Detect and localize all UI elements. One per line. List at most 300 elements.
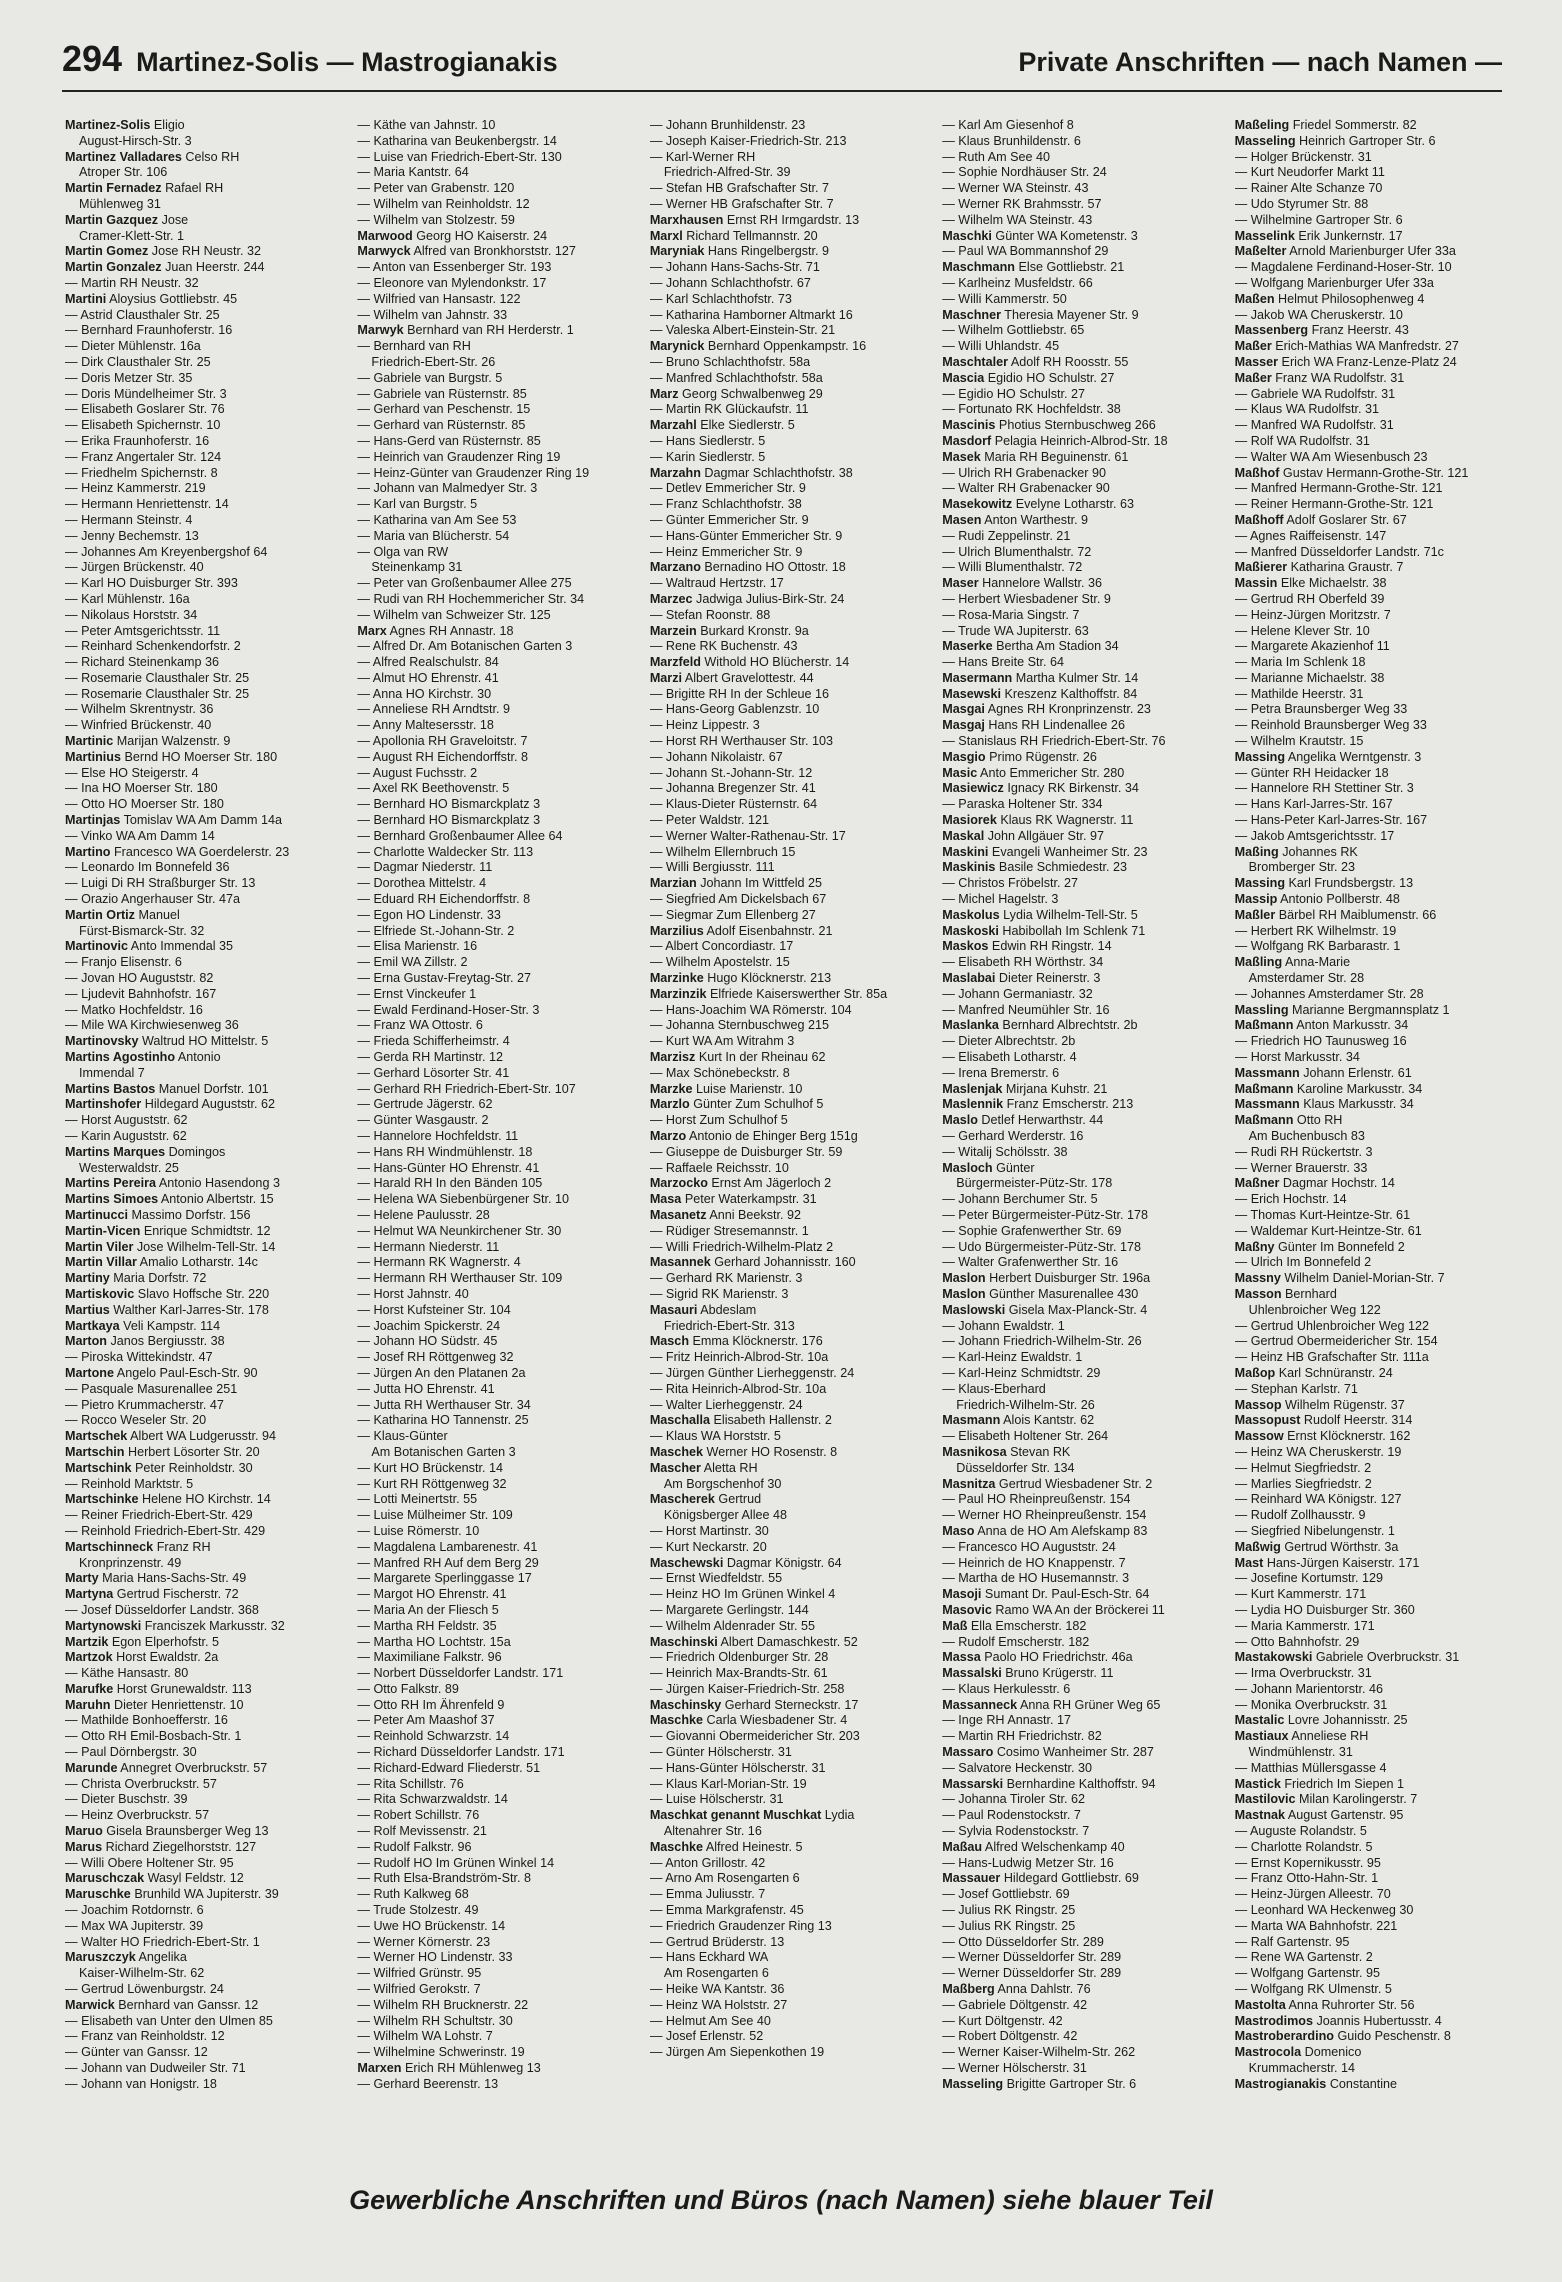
entry-surname: Masewski (942, 686, 1002, 701)
entry-details: Maria RH Beguinenstr. 61 (984, 449, 1129, 464)
directory-entry: — Salvatore Heckenstr. 30 (942, 1760, 1093, 1775)
directory-entry (942, 1650, 1212, 1666)
directory-entry: — Thomas Kurt-Heintze-Str. 61 (1234, 1207, 1411, 1222)
entry-details: Aloysius Gottliebstr. 45 (109, 291, 238, 306)
directory-entry: — Waldemar Kurt-Heintze-Str. 61 (1234, 1223, 1422, 1238)
entry-surname: Martynowski (65, 1618, 142, 1633)
entry-details: Anni Beekstr. 92 (709, 1207, 802, 1222)
entry-details: Alfred Heinestr. 5 (705, 1839, 803, 1854)
entry-surname: Marzisz (649, 1050, 696, 1065)
entry-surname: Masek (942, 449, 981, 464)
directory-entry (942, 355, 1212, 371)
entry-surname: Marx (357, 623, 387, 638)
directory-entry (942, 497, 1212, 513)
directory-entry: — Marta WA Bahnhofstr. 221 (1234, 1918, 1398, 1933)
directory-entry: — Horst RH Werthauser Str. 103 (649, 734, 833, 749)
directory-entry (942, 1777, 1212, 1793)
entry-details: Dagmar Königstr. 64 (726, 1555, 842, 1570)
directory-entry: — Johanna Tiroler Str. 62 (942, 1792, 1086, 1807)
entry-surname: Martinovic (65, 939, 128, 954)
entry-details: Paolo HO Friedrichstr. 46a (984, 1650, 1133, 1665)
directory-entry: — Wolfgang RK Ulmenstr. 5 (1234, 1982, 1392, 1997)
directory-entry (650, 1713, 920, 1729)
directory-entry (1235, 2045, 1505, 2061)
entry-surname: Martschink (65, 1460, 132, 1475)
entry-details: Erich WA Franz-Lenze-Platz 24 (1281, 354, 1457, 369)
directory-entry: — Heinz WA Cheruskerstr. 19 (1234, 1444, 1402, 1459)
entry-surname: Martinshofer (65, 1097, 142, 1112)
directory-entry: — Gerhard van Rüsternstr. 85 (357, 418, 526, 433)
entry-surname: Marz (649, 386, 679, 401)
entry-details: Bruno Krügerstr. 11 (1005, 1666, 1114, 1681)
entry-details: Lydia (824, 1808, 855, 1823)
directory-entry: — Dieter Buschstr. 39 (65, 1792, 188, 1807)
entry-surname: Maßhoff (1234, 512, 1284, 527)
directory-entry: — Egidio HO Schulstr. 27 (942, 386, 1086, 401)
directory-entry: — Rosa-Maria Singstr. 7 (942, 607, 1080, 622)
directory-entry: — Francesco HO Auguststr. 24 (942, 1539, 1116, 1554)
directory-entry: — August RH Eichendorffstr. 8 (357, 749, 528, 764)
directory-entry (942, 2077, 1212, 2093)
entry-details: Franz Emscherstr. 213 (1006, 1097, 1134, 1112)
directory-entry (650, 1635, 920, 1651)
directory-entry: — Arno Am Rosengarten 6 (649, 1871, 800, 1886)
directory-entry: — Nikolaus Horststr. 34 (65, 607, 198, 622)
directory-entry: — Reinhold Marktstr. 5 (65, 1476, 194, 1491)
directory-entry: — Bernhard HO Bismarckplatz 3 (357, 797, 541, 812)
entry-surname: Marwick (65, 1997, 115, 2012)
directory-entry: — Maria An der Fliesch 5 (357, 1602, 499, 1617)
directory-entry: — Karin Auguststr. 62 (65, 1129, 187, 1143)
directory-entry: — Dirk Clausthaler Str. 25 (65, 354, 211, 369)
directory-entry: — Werner HB Grafschafter Str. 7 (649, 196, 834, 211)
directory-entry (650, 1129, 920, 1145)
directory-entry: — Stanislaus RH Friedrich-Ebert-Str. 76 (942, 734, 1166, 749)
directory-entry: — Johann van Malmedyer Str. 3 (357, 481, 538, 496)
entry-surname: Maßmann (1234, 1018, 1294, 1033)
directory-entry (1235, 892, 1505, 908)
entry-details: Ernst RH Irmgardstr. 13 (726, 212, 860, 227)
directory-entry: — Johann Nikolaistr. 67 (649, 749, 783, 764)
entry-details: Friedel Sommerstr. 82 (1292, 118, 1417, 132)
directory-entry (65, 181, 335, 197)
directory-entry: — Heinrich van Graudenzer Ring 19 (357, 449, 561, 464)
entry-details: Anneliese RH (1291, 1729, 1369, 1744)
directory-entry (1235, 750, 1505, 766)
directory-entry: — Heinrich Max-Brandts-Str. 61 (649, 1666, 828, 1681)
entry-details: Primo Rügenstr. 26 (989, 749, 1097, 764)
directory-entry: — Margarete Gerlingstr. 144 (649, 1602, 809, 1617)
directory-entry (942, 781, 1212, 797)
entry-surname: Marzo (649, 1129, 687, 1143)
directory-entry (65, 1255, 335, 1271)
entry-surname: Maruszczyk (65, 1950, 136, 1965)
entry-surname: Marzano (649, 560, 701, 575)
directory-entry: Uhlenbroicher Weg 122 (1248, 1302, 1381, 1317)
running-title: Martinez-Solis — Mastrogianakis (136, 47, 558, 77)
entry-details: Dieter Henriettenstr. 10 (113, 1697, 244, 1712)
directory-entry: — Erich Hochstr. 14 (1234, 1192, 1347, 1207)
directory-entry: — Karlheinz Musfeldstr. 66 (942, 275, 1093, 290)
directory-entry: — Horst Kufsteiner Str. 104 (357, 1302, 511, 1317)
directory-entry: — Harald RH In den Bänden 105 (357, 1176, 543, 1191)
entry-surname: Maskoski (942, 923, 999, 938)
entry-surname: Marwood (357, 228, 413, 243)
entry-details: Hannelore Wallstr. 36 (982, 576, 1103, 591)
entry-details: Ernst Am Jägerloch 2 (711, 1176, 832, 1191)
directory-entry: — Hannelore Hochfeldstr. 11 (357, 1129, 519, 1143)
directory-entry: Mühlenweg 31 (79, 196, 161, 211)
directory-entry: Friedrich-Alfred-Str. 39 (663, 165, 791, 180)
entry-surname: Masanetz (649, 1207, 707, 1222)
entry-surname: Mascher (649, 1460, 701, 1475)
directory-entry: — Gertrud RH Oberfeld 39 (1234, 591, 1385, 606)
directory-entry: — Johann Ewaldstr. 1 (942, 1318, 1065, 1333)
directory-entry: — Jutta HO Ehrenstr. 41 (357, 1381, 495, 1396)
entry-details: Cosimo Wanheimer Str. 287 (996, 1745, 1154, 1760)
entry-surname: Mastakowski (1234, 1650, 1313, 1665)
directory-entry: — Ruth Kalkweg 68 (357, 1887, 469, 1902)
directory-entry: — Klaus Brunhildenstr. 6 (942, 133, 1081, 148)
directory-entry: — Irma Overbruckstr. 31 (1234, 1666, 1372, 1681)
directory-entry: — Hans-Günter HO Ehrenstr. 41 (357, 1160, 540, 1175)
directory-entry: — Olga van RW (357, 544, 449, 559)
directory-entry (942, 1524, 1212, 1540)
entry-details: Franz WA Rudolfstr. 31 (1275, 370, 1405, 385)
entry-surname: Maßwig (1234, 1539, 1281, 1554)
column-5 (1235, 118, 1505, 2153)
directory-entry (65, 1240, 335, 1256)
directory-entry: Kronprinzenstr. 49 (79, 1555, 182, 1570)
directory-entry: — Pasquale Masurenallee 251 (65, 1381, 238, 1396)
directory-entry: — Pietro Krummacherstr. 47 (65, 1397, 224, 1412)
directory-entry: — Trude Stolzestr. 49 (357, 1903, 479, 1918)
directory-entry: — Herbert Wiesbadener Str. 9 (942, 591, 1111, 606)
directory-entry (1235, 1398, 1505, 1414)
directory-entry: — Elfriede St.-Johann-Str. 2 (357, 923, 515, 938)
directory-entry: — Martha RH Feldstr. 35 (357, 1618, 497, 1633)
entry-surname: Masen (942, 512, 982, 527)
directory-entry: — Siegfried Nibelungenstr. 1 (1234, 1523, 1395, 1538)
entry-details: Enrique Schmidtstr. 12 (143, 1223, 271, 1238)
entry-surname: Maßmann (1234, 1113, 1294, 1128)
directory-entry: — Ernst Wiedfeldstr. 55 (649, 1571, 783, 1586)
directory-entry (942, 1445, 1212, 1461)
entry-details: Anna-Marie (1285, 955, 1351, 970)
directory-entry: — Agnes Raiffeisenstr. 147 (1234, 528, 1387, 543)
directory-entry (942, 1619, 1212, 1635)
directory-entry (65, 260, 335, 276)
entry-surname: Mastolta (1234, 1997, 1286, 2012)
directory-entry: — Klaus-Günter (357, 1429, 448, 1444)
directory-entry: — Wilhelm van Schweizer Str. 125 (357, 607, 551, 622)
entry-details: Ramo WA An der Bröckerei 11 (995, 1602, 1165, 1617)
entry-surname: Masdorf (942, 433, 992, 448)
entry-surname: Maschewski (649, 1555, 724, 1570)
directory-entry: — Rudolf HO Im Grünen Winkel 14 (357, 1855, 555, 1870)
directory-entry (942, 576, 1212, 592)
entry-details: Veli Kampstr. 114 (123, 1318, 221, 1333)
directory-entry: — Heinz Kammerstr. 219 (65, 481, 206, 496)
directory-entry: — Manfred Hermann-Grothe-Str. 121 (1234, 481, 1443, 496)
directory-entry: — Sophie Nordhäuser Str. 24 (942, 165, 1107, 180)
entry-details: Brigitte Gartroper Str. 6 (1006, 2076, 1137, 2091)
entry-details: Friedrich Im Siepen 1 (1284, 1776, 1405, 1791)
directory-entry: — Manfred Schlachthofstr. 58a (649, 370, 823, 385)
directory-entry (65, 1619, 335, 1635)
directory-entry (65, 1461, 335, 1477)
entry-surname: Martin Gazquez (65, 212, 159, 227)
directory-entry (1235, 244, 1505, 260)
directory-entry (65, 1192, 335, 1208)
entry-surname: Mastrogianakis (1234, 2076, 1327, 2091)
directory-columns (65, 118, 1505, 2153)
directory-entry: Am Rosengarten 6 (663, 1966, 769, 1981)
entry-surname: Maßhof (1234, 465, 1280, 480)
directory-entry: — August Fuchsstr. 2 (357, 765, 478, 780)
directory-entry: — Walter WA Am Wiesenbusch 23 (1234, 449, 1428, 464)
entry-surname: Maruschczak (65, 1871, 145, 1886)
directory-entry: Immendal 7 (79, 1065, 145, 1080)
directory-entry: — Hannelore RH Stettiner Str. 3 (1234, 781, 1414, 796)
directory-entry (942, 1587, 1212, 1603)
directory-entry: — Gertrud Brüderstr. 13 (649, 1934, 785, 1949)
entry-surname: Maßop (1234, 1365, 1276, 1380)
directory-entry: — Wolfgang Gartenstr. 95 (1234, 1966, 1380, 1981)
entry-details: Walther Karl-Jarres-Str. 178 (113, 1302, 269, 1317)
directory-entry: — Ralf Gartenstr. 95 (1234, 1934, 1350, 1949)
directory-entry: Altenahrer Str. 16 (663, 1824, 762, 1839)
directory-entry: — Anny Maltesersstr. 18 (357, 718, 494, 733)
directory-entry: — Hans-Peter Karl-Jarres-Str. 167 (1234, 813, 1428, 828)
entry-surname: Martinucci (65, 1207, 128, 1222)
directory-entry (1235, 323, 1505, 339)
entry-surname: Maschkat genannt Muschkat (649, 1808, 822, 1823)
directory-entry (650, 592, 920, 608)
directory-entry: — Josef Düsseldorfer Landstr. 368 (65, 1602, 259, 1617)
entry-surname: Martinic (65, 734, 114, 749)
entry-details: Albert WA Ludgerusstr. 94 (130, 1429, 276, 1444)
directory-entry: — Rudolf Emscherstr. 182 (942, 1634, 1090, 1649)
entry-details: Kreszenz Kalthoffstr. 84 (1004, 686, 1138, 701)
directory-entry (65, 1034, 335, 1050)
directory-entry: — Reinhold Schwarzstr. 14 (357, 1729, 510, 1744)
directory-entry (65, 734, 335, 750)
entry-surname: Mastiaux (1234, 1729, 1289, 1744)
entry-details: Jose (161, 212, 189, 227)
entry-surname: Masgai (942, 702, 985, 717)
directory-entry: — Ulrich Im Bonnefeld 2 (1234, 1255, 1372, 1270)
column-3 (650, 118, 920, 2153)
directory-entry: — Peter van Grabenstr. 120 (357, 181, 515, 196)
directory-entry: — Anna HO Kirchstr. 30 (357, 686, 492, 701)
entry-surname: Maßberg (942, 1982, 995, 1997)
directory-entry (1235, 371, 1505, 387)
directory-entry: — Rudolf Zollhausstr. 9 (1234, 1508, 1366, 1523)
directory-entry: — Udo Styrumer Str. 88 (1234, 196, 1369, 211)
entry-details: Agnes RH Kronprinzenstr. 23 (987, 702, 1151, 717)
entry-surname: Martins Marques (65, 1144, 166, 1159)
directory-entry: — Heinz-Günter van Graudenzer Ring 19 (357, 465, 590, 480)
directory-entry: — Mathilde Heerstr. 31 (1234, 686, 1364, 701)
entry-surname: Mastilovic (1234, 1792, 1296, 1807)
entry-details: John Allgäuer Str. 97 (987, 828, 1104, 843)
entry-details: Günther Masurenallee 430 (989, 1286, 1139, 1301)
entry-details: Wilhelm Daniel-Morian-Str. 7 (1284, 1271, 1445, 1286)
directory-entry (1235, 1066, 1505, 1082)
entry-surname: Martiskovic (65, 1286, 135, 1301)
entry-surname: Mascinis (942, 418, 996, 433)
entry-surname: Mastnak (1234, 1808, 1286, 1823)
entry-details: Manuel (138, 907, 180, 922)
directory-entry (65, 1366, 335, 1382)
entry-surname: Martins Bastos (65, 1081, 156, 1096)
directory-entry: — Sophie Grafenwerther Str. 69 (942, 1223, 1122, 1238)
directory-entry: — Johann Marientorstr. 46 (1234, 1681, 1384, 1696)
directory-entry (942, 260, 1212, 276)
entry-details: Dagmar Schlachthofstr. 38 (704, 465, 853, 480)
directory-entry: August-Hirsch-Str. 3 (79, 133, 192, 148)
directory-entry: — Bernhard HO Bismarckplatz 3 (357, 813, 541, 828)
directory-entry: — Rita Schwarzwaldstr. 14 (357, 1792, 508, 1807)
directory-entry: — Wilhelm WA Steinstr. 43 (942, 212, 1093, 227)
entry-details: Richard Tellmannstr. 20 (686, 228, 818, 243)
entry-surname: Maskini (942, 844, 989, 859)
directory-entry: — Rolf Mevissenstr. 21 (357, 1824, 487, 1839)
directory-entry: — Maximiliane Falkstr. 96 (357, 1650, 502, 1665)
entry-surname: Masch (649, 1334, 690, 1349)
directory-entry: — Heinz Overbruckstr. 57 (65, 1808, 210, 1823)
directory-entry: — Werner Düsseldorfer Str. 289 (942, 1966, 1122, 1981)
directory-entry (65, 292, 335, 308)
entry-surname: Marzilius (649, 923, 704, 938)
entry-surname: Martin-Vicen (65, 1223, 141, 1238)
directory-entry: — Gerhard Beerenstr. 13 (357, 2076, 499, 2091)
directory-entry: — Manfred Neumühler Str. 16 (942, 1002, 1110, 1017)
directory-entry: — Johann Germaniastr. 32 (942, 986, 1093, 1001)
directory-entry (65, 1208, 335, 1224)
entry-details: Johann Im Wittfeld 25 (700, 876, 823, 891)
directory-entry (1235, 1429, 1505, 1445)
entry-surname: Martin Gomez (65, 244, 149, 259)
entry-details: Karl Schnüranstr. 24 (1278, 1365, 1393, 1380)
directory-entry: — Rosemarie Clausthaler Str. 25 (65, 686, 250, 701)
directory-entry: — Ina HO Moerser Str. 180 (65, 781, 218, 796)
directory-entry: — Rene RK Buchenstr. 43 (649, 639, 798, 654)
directory-entry: Bürgermeister-Pütz-Str. 178 (956, 1176, 1113, 1191)
directory-entry: — Trude WA Jupiterstr. 63 (942, 623, 1089, 638)
entry-details: Antonio (177, 1050, 221, 1065)
directory-entry (65, 1287, 335, 1303)
directory-entry: — Helene Paulusstr. 28 (357, 1207, 490, 1222)
directory-entry: — Martin RK Glückaufstr. 11 (649, 402, 809, 417)
entry-details: Lovre Johannisstr. 25 (1287, 1713, 1408, 1728)
directory-entry (942, 1871, 1212, 1887)
directory-entry: — Johann van Dudweiler Str. 71 (65, 2061, 246, 2076)
directory-entry: — Jürgen Günther Lierheggenstr. 24 (649, 1365, 855, 1380)
entry-surname: Maßler (1234, 907, 1276, 922)
directory-entry: — Werner Brauerstr. 33 (1234, 1160, 1368, 1175)
directory-entry (942, 1698, 1212, 1714)
directory-entry (65, 1050, 335, 1066)
directory-entry (65, 1429, 335, 1445)
entry-details: Bernhard Albrechtstr. 2b (1002, 1018, 1138, 1033)
entry-surname: Marzfeld (649, 655, 701, 670)
directory-entry: — Horst Martinstr. 30 (649, 1523, 769, 1538)
directory-entry: — Otto Falkstr. 89 (357, 1681, 459, 1696)
directory-entry: — Dieter Mühlenstr. 16a (65, 339, 201, 354)
entry-surname: Massopust (1234, 1413, 1301, 1428)
directory-entry: — Hans-Günter Emmericher Str. 9 (649, 528, 843, 543)
directory-entry: — Stefan Roonstr. 88 (649, 607, 771, 622)
entry-surname: Martkaya (65, 1318, 120, 1333)
entry-details: Antonio de Ehinger Berg 151g (689, 1129, 858, 1143)
directory-entry: — Heinz-Jürgen Alleestr. 70 (1234, 1887, 1391, 1902)
entry-surname: Maßen (1234, 291, 1275, 306)
entry-details: Horst Grunewaldstr. 113 (116, 1681, 252, 1696)
directory-entry: — Rita Heinrich-Albrod-Str. 10a (649, 1381, 827, 1396)
directory-entry (1235, 1018, 1505, 1034)
directory-entry: — Paul HO Rheinpreußenstr. 154 (942, 1492, 1131, 1507)
entry-surname: Maschtaler (942, 354, 1009, 369)
directory-entry: — Josef Erlenstr. 52 (649, 2029, 764, 2044)
entry-details: Hans RH Lindenallee 26 (988, 718, 1125, 733)
directory-entry (942, 1477, 1212, 1493)
entry-details: Theresia Mayener Str. 9 (1004, 307, 1139, 322)
directory-entry: — Klaus-Dieter Rüsternstr. 64 (649, 797, 818, 812)
directory-entry (1235, 1650, 1505, 1666)
entry-details: Günter WA Kometenstr. 3 (995, 228, 1138, 243)
entry-surname: Martiny (65, 1271, 110, 1286)
entry-details: Detlef Herwarthstr. 44 (981, 1113, 1104, 1128)
entry-details: Katharina Graustr. 7 (1290, 560, 1404, 575)
directory-entry: — Jutta RH Werthauser Str. 34 (357, 1397, 531, 1412)
directory-entry: — Maria van Blücherstr. 54 (357, 528, 510, 543)
directory-entry: — Gabriele van Rüsternstr. 85 (357, 386, 527, 401)
entry-details: Hans-Jürgen Kaiserstr. 171 (1266, 1555, 1420, 1570)
entry-details: Carla Wiesbadener Str. 4 (706, 1713, 848, 1728)
directory-entry (942, 371, 1212, 387)
directory-entry (650, 1082, 920, 1098)
directory-entry: — Hans Siedlerstr. 5 (649, 433, 766, 448)
directory-entry (650, 387, 920, 403)
entry-details: Albert Gravelottestr. 44 (684, 670, 814, 685)
entry-details: Photius Sternbuschweg 266 (998, 418, 1156, 433)
directory-entry: — Richard Steinenkamp 36 (65, 655, 220, 670)
entry-surname: Maslanka (942, 1018, 999, 1033)
directory-entry: — Jakob Amtsgerichtsstr. 17 (1234, 828, 1395, 843)
entry-details: Tomislav WA Am Damm 14a (123, 813, 282, 828)
directory-entry (65, 1587, 335, 1603)
directory-entry (942, 450, 1212, 466)
directory-entry: — Hermann Henriettenstr. 14 (65, 497, 229, 512)
directory-entry (650, 339, 920, 355)
directory-entry: Bromberger Str. 23 (1248, 860, 1356, 875)
entry-surname: Massny (1234, 1271, 1281, 1286)
directory-entry: — Friedrich Oldenburger Str. 28 (649, 1650, 829, 1665)
entry-surname: Marty (65, 1571, 99, 1586)
entry-details: Stevan RK (1010, 1444, 1071, 1459)
directory-entry: — Franz van Reinholdstr. 12 (65, 2029, 225, 2044)
entry-details: Peter Reinholdstr. 30 (135, 1460, 253, 1475)
directory-entry: — Julius RK Ringstr. 25 (942, 1918, 1076, 1933)
directory-entry: — Karl-Heinz Schmidtstr. 29 (942, 1365, 1101, 1380)
directory-entry (65, 1635, 335, 1651)
directory-entry: — Jürgen An den Platanen 2a (357, 1365, 526, 1380)
directory-entry: — Johannes Am Kreyenbergshof 64 (65, 544, 268, 559)
entry-details: Antonio Pollberstr. 48 (1280, 892, 1400, 907)
directory-entry: — Otto Düsseldorfer Str. 289 (942, 1934, 1104, 1949)
